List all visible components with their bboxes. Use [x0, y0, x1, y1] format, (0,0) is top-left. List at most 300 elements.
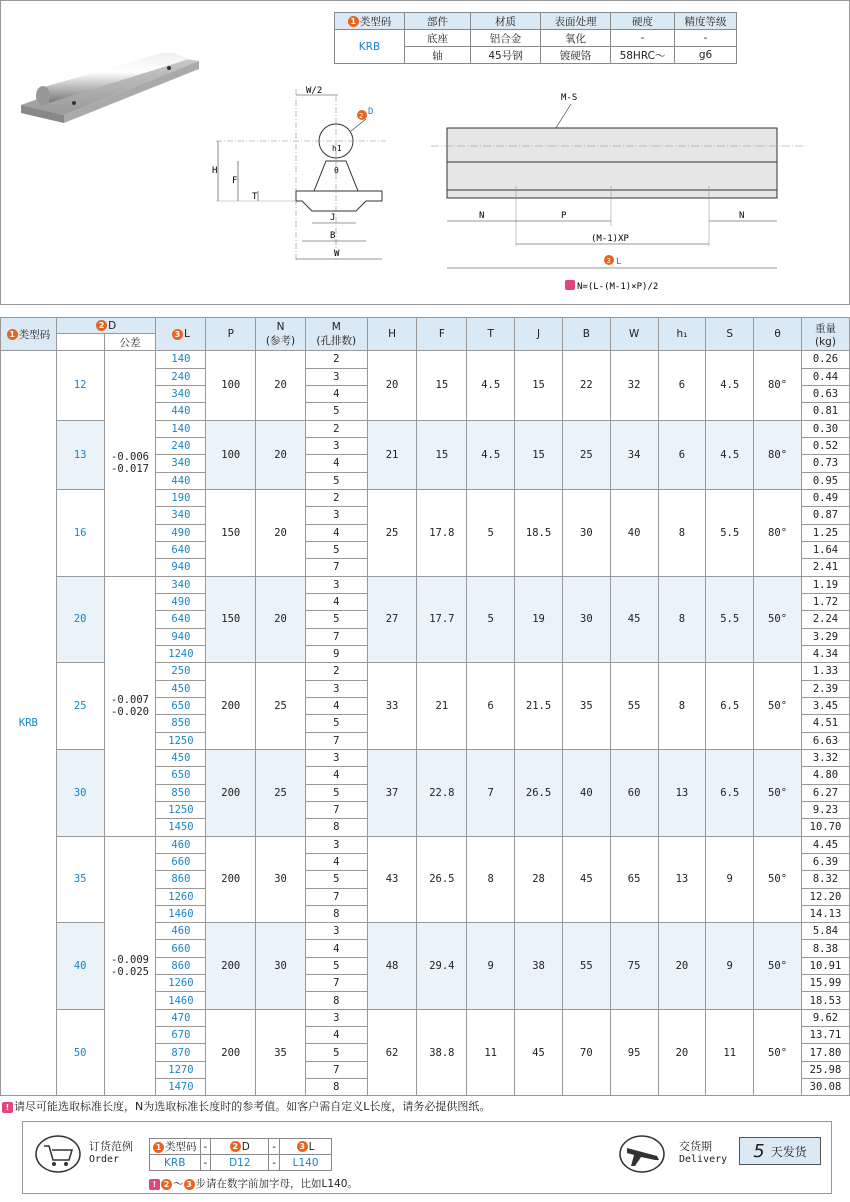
l-cell: 940	[156, 628, 206, 645]
tolerance-cell: -0.007 -0.020	[104, 576, 156, 836]
weight-cell: 12.20	[801, 888, 849, 905]
l-label: L	[616, 257, 622, 267]
type-code-cell: KRB	[1, 351, 57, 1096]
h-cell: 33	[367, 663, 417, 750]
m-cell: 5	[305, 957, 367, 974]
l-cell: 640	[156, 611, 206, 628]
d-cell: 12	[56, 351, 104, 420]
p-cell: 150	[206, 576, 256, 663]
n-cell: 20	[256, 351, 306, 420]
m-cell: 5	[305, 611, 367, 628]
delivery-label-cn: 交货期	[679, 1140, 712, 1153]
weight-cell: 8.32	[801, 871, 849, 888]
l-cell: 450	[156, 680, 206, 697]
n-cell: 30	[256, 923, 306, 1010]
h-cell: 48	[367, 923, 417, 1010]
l-cell: 860	[156, 957, 206, 974]
f-label: F	[232, 176, 238, 186]
l-cell: 850	[156, 784, 206, 801]
f-cell: 38.8	[417, 1009, 467, 1096]
l-cell: 650	[156, 697, 206, 714]
s-cell: 9	[706, 836, 754, 923]
t-cell: 8	[467, 836, 515, 923]
spec-cell: g6	[675, 47, 737, 64]
weight-cell: 4.45	[801, 836, 849, 853]
j-cell: 28	[515, 836, 563, 923]
j-cell: 15	[515, 420, 563, 489]
l-cell: 490	[156, 524, 206, 541]
theta-cell: 50°	[754, 576, 802, 663]
weight-cell: 5.84	[801, 923, 849, 940]
theta-label: θ	[334, 166, 339, 175]
f-cell: 21	[417, 663, 467, 750]
p-cell: 100	[206, 351, 256, 420]
m-cell: 3	[305, 368, 367, 385]
l-cell: 340	[156, 507, 206, 524]
n-cell: 35	[256, 1009, 306, 1096]
d-cell: 20	[56, 576, 104, 663]
w-cell: 34	[610, 420, 658, 489]
order-value-l: L140	[280, 1155, 332, 1171]
m-cell: 5	[305, 472, 367, 489]
m-cell: 5	[305, 541, 367, 558]
header-d: 2 D	[56, 318, 156, 334]
t-cell: 9	[467, 923, 515, 1010]
ms-label: M-S	[561, 93, 578, 103]
header-n: N (参考)	[256, 318, 306, 351]
m-cell: 8	[305, 905, 367, 922]
weight-cell: 15.99	[801, 975, 849, 992]
l-cell: 1260	[156, 888, 206, 905]
spec-type-code: KRB	[335, 30, 405, 64]
weight-cell: 3.32	[801, 749, 849, 766]
header-j: J	[515, 318, 563, 351]
d-label: D	[368, 107, 374, 117]
header-m: M (孔排数)	[305, 318, 367, 351]
tolerance-cell: -0.006 -0.017	[104, 351, 156, 576]
m-cell: 3	[305, 836, 367, 853]
b-cell: 25	[562, 420, 610, 489]
order-header-type: 1 类型码	[150, 1139, 201, 1155]
m-cell: 2	[305, 351, 367, 368]
order-header-l: 3 L	[280, 1139, 332, 1155]
header-type: 1 类型码	[1, 318, 57, 351]
m-cell: 2	[305, 420, 367, 437]
b-cell: 30	[562, 489, 610, 576]
weight-cell: 4.80	[801, 767, 849, 784]
d-cell: 35	[56, 836, 104, 923]
m-cell: 8	[305, 1079, 367, 1096]
j-cell: 38	[515, 923, 563, 1010]
p-cell: 200	[206, 836, 256, 923]
order-sep: -	[200, 1155, 211, 1171]
tolerance-cell: -0.009 -0.025	[104, 836, 156, 1096]
spec-cell: 45号钢	[471, 47, 541, 64]
weight-cell: 6.39	[801, 853, 849, 870]
h1-cell: 8	[658, 489, 706, 576]
weight-cell: 1.72	[801, 593, 849, 610]
footnote: ! 请尽可能选取标准长度，N为选取标准长度时的参考值。如客户需自定义L长度，请务必提供图纸。	[2, 1098, 490, 1114]
l-cell: 460	[156, 836, 206, 853]
w-cell: 65	[610, 836, 658, 923]
t-cell: 5	[467, 576, 515, 663]
weight-cell: 17.80	[801, 1044, 849, 1061]
h1-label: h1	[332, 144, 342, 153]
h1-cell: 8	[658, 576, 706, 663]
spec-header-surface: 表面处理	[541, 13, 611, 30]
dimension-table	[0, 317, 850, 1096]
t-cell: 5	[467, 489, 515, 576]
spec-cell: -	[611, 30, 675, 47]
weight-cell: 0.49	[801, 489, 849, 506]
w-cell: 55	[610, 663, 658, 750]
weight-cell: 9.62	[801, 1009, 849, 1026]
n-cell: 20	[256, 489, 306, 576]
order-sep: -	[269, 1155, 280, 1171]
s-cell: 5.5	[706, 576, 754, 663]
weight-cell: 1.19	[801, 576, 849, 593]
w-cell: 75	[610, 923, 658, 1010]
order-label-cn: 订货范例	[89, 1140, 133, 1153]
header-l: 3 L	[156, 318, 206, 351]
m-cell: 7	[305, 628, 367, 645]
m-cell: 3	[305, 749, 367, 766]
weight-cell: 1.33	[801, 663, 849, 680]
d-cell: 16	[56, 489, 104, 576]
l-cell: 1270	[156, 1061, 206, 1078]
weight-cell: 0.52	[801, 437, 849, 454]
l-cell: 470	[156, 1009, 206, 1026]
l-cell: 670	[156, 1027, 206, 1044]
table-row	[1, 351, 850, 368]
m-cell: 7	[305, 975, 367, 992]
l-cell: 1450	[156, 819, 206, 836]
weight-cell: 0.44	[801, 368, 849, 385]
w-half-label: W/2	[306, 86, 323, 96]
header-weight: 重量 (kg)	[801, 318, 849, 351]
weight-cell: 6.27	[801, 784, 849, 801]
p-cell: 100	[206, 420, 256, 489]
order-sep: -	[269, 1139, 280, 1155]
order-sep: -	[200, 1139, 211, 1155]
spec-cell: 底座	[405, 30, 471, 47]
weight-cell: 0.95	[801, 472, 849, 489]
l-cell: 1250	[156, 732, 206, 749]
header-d-blank	[56, 334, 104, 351]
l-cell: 1460	[156, 992, 206, 1009]
m-cell: 4	[305, 940, 367, 957]
l-cell: 1250	[156, 801, 206, 818]
header-theta: θ	[754, 318, 802, 351]
weight-cell: 6.63	[801, 732, 849, 749]
b-cell: 35	[562, 663, 610, 750]
m-cell: 4	[305, 524, 367, 541]
m-cell: 7	[305, 732, 367, 749]
side-view-drawing	[431, 86, 811, 301]
l-cell: 640	[156, 541, 206, 558]
j-cell: 19	[515, 576, 563, 663]
b-cell: 40	[562, 749, 610, 836]
theta-cell: 80°	[754, 351, 802, 420]
weight-cell: 3.29	[801, 628, 849, 645]
m-cell: 4	[305, 593, 367, 610]
weight-cell: 25.98	[801, 1061, 849, 1078]
weight-cell: 0.63	[801, 385, 849, 402]
j-cell: 26.5	[515, 749, 563, 836]
l-cell: 460	[156, 923, 206, 940]
l-cell: 650	[156, 767, 206, 784]
p-label: P	[561, 211, 567, 221]
weight-cell: 0.26	[801, 351, 849, 368]
weight-cell: 2.41	[801, 559, 849, 576]
b-label: B	[330, 231, 336, 241]
weight-cell: 0.73	[801, 455, 849, 472]
weight-cell: 1.25	[801, 524, 849, 541]
l-cell: 240	[156, 437, 206, 454]
theta-cell: 50°	[754, 923, 802, 1010]
l-cell: 860	[156, 871, 206, 888]
spec-header-hardness: 硬度	[611, 13, 675, 30]
t-cell: 4.5	[467, 420, 515, 489]
exclamation-icon: !	[2, 1102, 13, 1113]
weight-cell: 18.53	[801, 992, 849, 1009]
l-cell: 1240	[156, 645, 206, 662]
s-cell: 4.5	[706, 420, 754, 489]
spec-header-material: 材质	[471, 13, 541, 30]
n-cell: 25	[256, 749, 306, 836]
header-b: B	[562, 318, 610, 351]
t-cell: 6	[467, 663, 515, 750]
weight-cell: 9.23	[801, 801, 849, 818]
m-cell: 5	[305, 784, 367, 801]
l-cell: 190	[156, 489, 206, 506]
header-h: H	[367, 318, 417, 351]
delivery-label-en: Delivery	[679, 1154, 728, 1165]
h-cell: 21	[367, 420, 417, 489]
header-p: P	[206, 318, 256, 351]
n-right-label: N	[739, 211, 745, 221]
theta-cell: 50°	[754, 836, 802, 923]
product-photo	[19, 53, 219, 183]
j-cell: 21.5	[515, 663, 563, 750]
m-cell: 4	[305, 1027, 367, 1044]
spec-cell: 铝合金	[471, 30, 541, 47]
f-cell: 15	[417, 420, 467, 489]
m-cell: 7	[305, 1061, 367, 1078]
weight-cell: 0.87	[801, 507, 849, 524]
h1-cell: 13	[658, 749, 706, 836]
l-cell: 340	[156, 455, 206, 472]
weight-cell: 3.45	[801, 697, 849, 714]
w-label: W	[334, 249, 340, 259]
l-cell: 660	[156, 853, 206, 870]
h-cell: 25	[367, 489, 417, 576]
m-cell: 3	[305, 576, 367, 593]
spec-header-precision: 精度等级	[675, 13, 737, 30]
order-value-d: D12	[211, 1155, 269, 1171]
airplane-icon	[619, 1134, 665, 1174]
w-cell: 40	[610, 489, 658, 576]
svg-text:2: 2	[359, 112, 364, 120]
m-cell: 2	[305, 663, 367, 680]
h-cell: 37	[367, 749, 417, 836]
l-cell: 340	[156, 385, 206, 402]
p-cell: 200	[206, 749, 256, 836]
p-cell: 200	[206, 1009, 256, 1096]
n-left-label: N	[479, 211, 485, 221]
w-cell: 45	[610, 576, 658, 663]
header-h1: h₁	[658, 318, 706, 351]
weight-cell: 30.08	[801, 1079, 849, 1096]
d-cell: 13	[56, 420, 104, 489]
theta-cell: 50°	[754, 749, 802, 836]
p-cell: 200	[206, 923, 256, 1010]
weight-cell: 4.34	[801, 645, 849, 662]
spec-cell: 镀硬铬	[541, 47, 611, 64]
m-cell: 4	[305, 697, 367, 714]
j-cell: 45	[515, 1009, 563, 1096]
f-cell: 17.7	[417, 576, 467, 663]
b-cell: 70	[562, 1009, 610, 1096]
m-cell: 8	[305, 992, 367, 1009]
l-cell: 340	[156, 576, 206, 593]
w-cell: 60	[610, 749, 658, 836]
shopping-cart-icon	[35, 1134, 81, 1174]
m-cell: 5	[305, 1044, 367, 1061]
header-s: S	[706, 318, 754, 351]
l-cell: 850	[156, 715, 206, 732]
d-cell: 40	[56, 923, 104, 1010]
spec-table	[334, 12, 737, 64]
m-cell: 3	[305, 437, 367, 454]
s-cell: 9	[706, 923, 754, 1010]
table-row	[1, 836, 850, 853]
weight-cell: 0.30	[801, 420, 849, 437]
weight-cell: 10.91	[801, 957, 849, 974]
w-cell: 32	[610, 351, 658, 420]
h1-cell: 20	[658, 923, 706, 1010]
order-panel	[22, 1121, 832, 1194]
m-cell: 3	[305, 507, 367, 524]
n-cell: 25	[256, 663, 306, 750]
drawing-panel	[0, 0, 850, 305]
spec-cell: 氧化	[541, 30, 611, 47]
m-cell: 4	[305, 767, 367, 784]
n-cell: 30	[256, 836, 306, 923]
order-note: ! 2 ～ 3 步请在数字前加字母，比如L140。	[149, 1176, 358, 1191]
m-cell: 4	[305, 853, 367, 870]
h1-cell: 6	[658, 420, 706, 489]
n-cell: 20	[256, 420, 306, 489]
t-label: T	[252, 192, 258, 202]
p-cell: 150	[206, 489, 256, 576]
weight-cell: 14.13	[801, 905, 849, 922]
s-cell: 6.5	[706, 749, 754, 836]
m-cell: 7	[305, 888, 367, 905]
h1-cell: 20	[658, 1009, 706, 1096]
t-cell: 11	[467, 1009, 515, 1096]
m-cell: 5	[305, 403, 367, 420]
cross-section-drawing	[206, 81, 406, 276]
theta-cell: 50°	[754, 1009, 802, 1096]
l-cell: 250	[156, 663, 206, 680]
j-cell: 18.5	[515, 489, 563, 576]
spec-header-part: 部件	[405, 13, 471, 30]
j-cell: 15	[515, 351, 563, 420]
weight-cell: 4.51	[801, 715, 849, 732]
theta-cell: 80°	[754, 420, 802, 489]
d-cell: 25	[56, 663, 104, 750]
t-cell: 4.5	[467, 351, 515, 420]
m-cell: 3	[305, 680, 367, 697]
s-cell: 6.5	[706, 663, 754, 750]
header-f: F	[417, 318, 467, 351]
table-row	[1, 576, 850, 593]
m-cell: 8	[305, 819, 367, 836]
n-cell: 20	[256, 576, 306, 663]
m-cell: 7	[305, 559, 367, 576]
h1-cell: 8	[658, 663, 706, 750]
weight-cell: 10.70	[801, 819, 849, 836]
spec-cell: 轴	[405, 47, 471, 64]
order-value-type: KRB	[150, 1155, 201, 1171]
b-cell: 55	[562, 923, 610, 1010]
l-cell: 140	[156, 351, 206, 368]
b-cell: 45	[562, 836, 610, 923]
header-t: T	[467, 318, 515, 351]
d-cell: 50	[56, 1009, 104, 1096]
p-cell: 200	[206, 663, 256, 750]
h-cell: 27	[367, 576, 417, 663]
spec-cell: -	[675, 30, 737, 47]
m-cell: 5	[305, 715, 367, 732]
l-cell: 1470	[156, 1079, 206, 1096]
theta-cell: 50°	[754, 663, 802, 750]
theta-cell: 80°	[754, 489, 802, 576]
formula-label: N=(L-(M-1)×P)/2	[577, 282, 659, 292]
s-cell: 5.5	[706, 489, 754, 576]
order-header-d: 2 D	[211, 1139, 269, 1155]
weight-cell: 1.64	[801, 541, 849, 558]
delivery-badge	[739, 1137, 821, 1165]
h-cell: 20	[367, 351, 417, 420]
header-w: W	[610, 318, 658, 351]
delivery-days: 5	[753, 1140, 765, 1162]
weight-cell: 8.38	[801, 940, 849, 957]
spec-cell: 58HRC～	[611, 47, 675, 64]
header-tolerance: 公差	[104, 334, 156, 351]
l-cell: 1260	[156, 975, 206, 992]
order-example-table	[149, 1138, 332, 1171]
l-cell: 940	[156, 559, 206, 576]
f-cell: 15	[417, 351, 467, 420]
s-cell: 11	[706, 1009, 754, 1096]
m-cell: 2	[305, 489, 367, 506]
weight-cell: 2.24	[801, 611, 849, 628]
weight-cell: 13.71	[801, 1027, 849, 1044]
l-cell: 450	[156, 749, 206, 766]
l-cell: 1460	[156, 905, 206, 922]
m-cell: 5	[305, 871, 367, 888]
j-label: J	[330, 213, 336, 223]
order-label-en: Order	[89, 1154, 120, 1165]
t-cell: 7	[467, 749, 515, 836]
d-cell: 30	[56, 749, 104, 836]
m-cell: 7	[305, 801, 367, 818]
l-cell: 440	[156, 472, 206, 489]
f-cell: 17.8	[417, 489, 467, 576]
l-cell: 870	[156, 1044, 206, 1061]
